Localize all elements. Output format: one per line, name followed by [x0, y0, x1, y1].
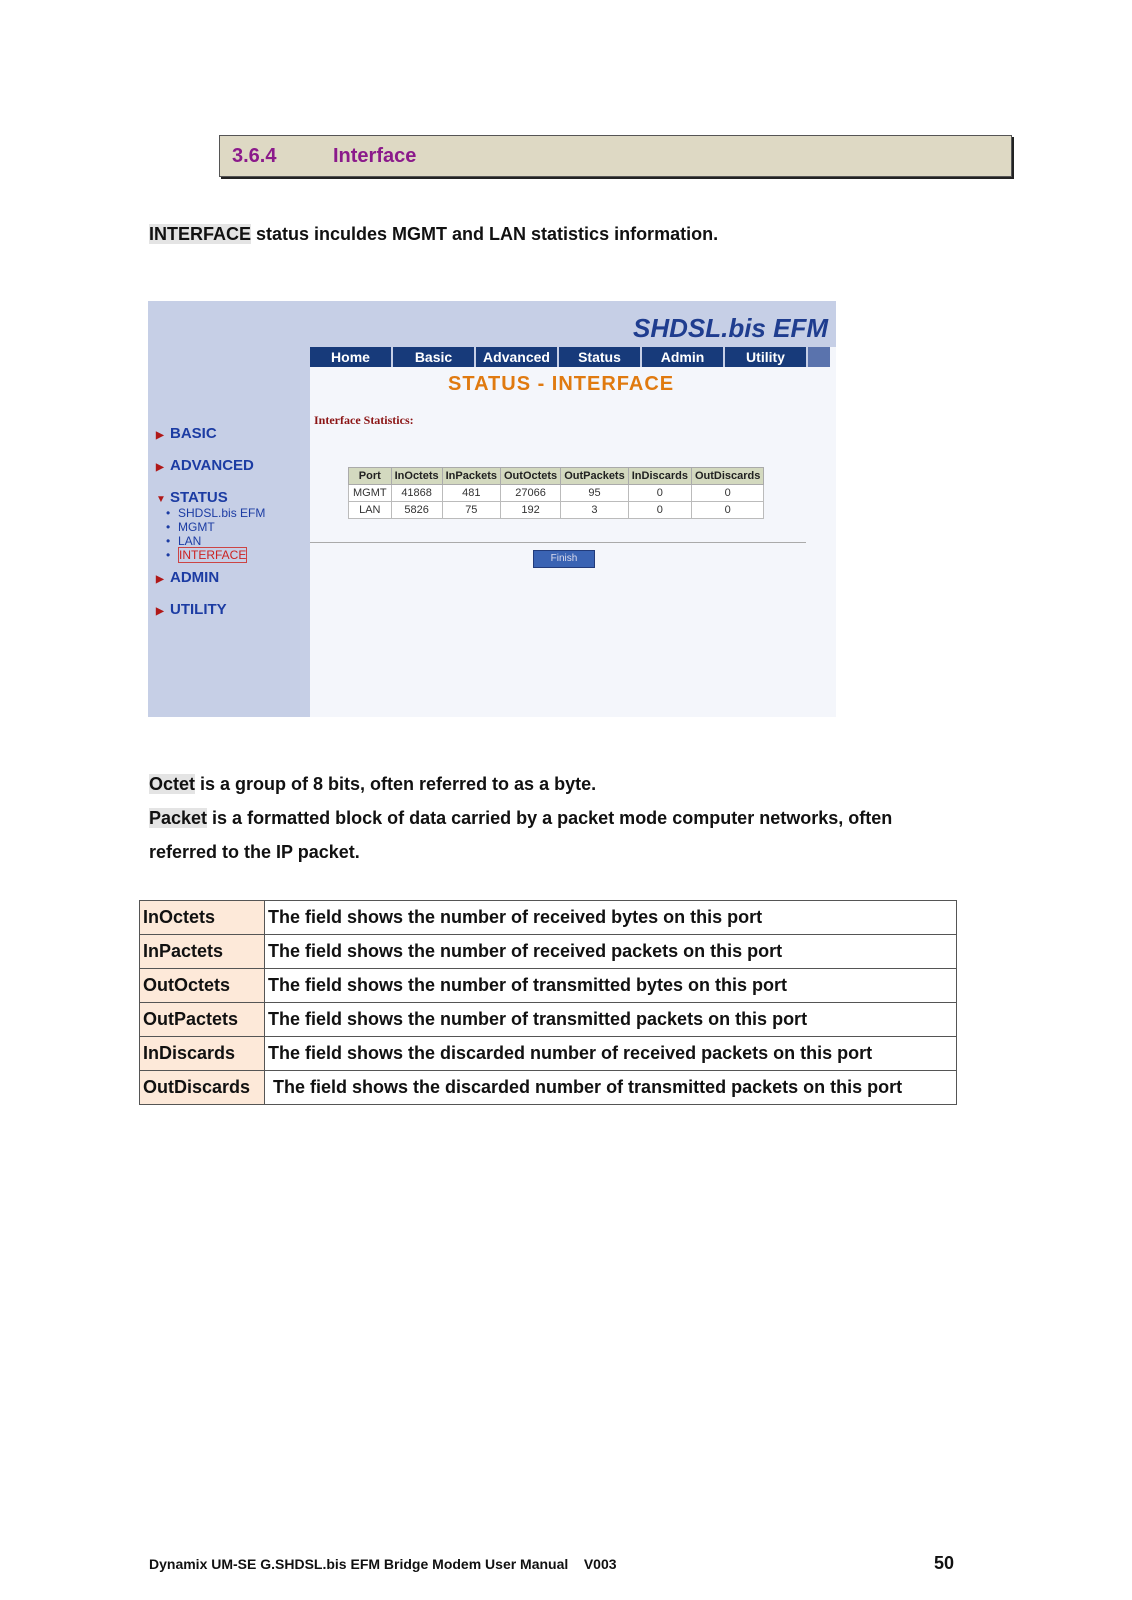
table-row	[349, 485, 764, 502]
section-title: Interface	[333, 145, 417, 167]
intro-paragraph	[149, 224, 718, 245]
nav-advanced[interactable]: Advanced	[476, 347, 559, 367]
page-number: 50	[934, 1553, 955, 1573]
col-outoctets: OutOctets	[501, 468, 561, 485]
section-header	[219, 135, 1012, 177]
definition-desc: The field shows the number of transmitted packets on this port	[265, 1003, 957, 1037]
definition-term: InOctets	[140, 901, 265, 935]
table-row	[140, 1037, 957, 1071]
triangle-right-icon: ▶	[156, 430, 164, 441]
nav-admin[interactable]: Admin	[642, 347, 725, 367]
definition-term: OutDiscards	[140, 1071, 265, 1105]
table-row	[140, 1071, 957, 1105]
bullet-icon: •	[166, 534, 171, 548]
col-indiscards: InDiscards	[628, 468, 691, 485]
screenshot-header	[310, 301, 836, 347]
definition-desc: The field shows the discarded number of transmitted packets on this port	[265, 1071, 957, 1105]
table-row	[140, 935, 957, 969]
footer-manual-title: Dynamix UM-SE G.SHDSL.bis EFM Bridge Modem User Manual V003	[149, 1556, 617, 1572]
sidebar-sub-lan[interactable]: • LAN	[166, 534, 202, 548]
triangle-down-icon: ▼	[156, 494, 166, 505]
brand-logo: SHDSL.bis EFM	[632, 313, 828, 343]
table-row	[140, 1003, 957, 1037]
nav-utility[interactable]: Utility	[725, 347, 808, 367]
sidebar-item-admin[interactable]: ▶ ADMIN	[156, 569, 220, 586]
octet-paragraph	[149, 774, 596, 795]
interface-screenshot	[148, 301, 836, 717]
sidebar-item-advanced[interactable]: ▶ ADVANCED	[156, 457, 254, 474]
definition-term: OutOctets	[140, 969, 265, 1003]
table-row	[140, 901, 957, 935]
triangle-right-icon: ▶	[156, 574, 164, 585]
sidebar-sub-mgmt[interactable]: • MGMT	[166, 520, 215, 534]
top-nav	[310, 347, 830, 367]
table-cell: 481	[442, 485, 500, 502]
bullet-icon: •	[166, 520, 171, 534]
definition-desc: The field shows the discarded number of received packets on this port	[265, 1037, 957, 1071]
packet-paragraph	[149, 808, 892, 829]
definition-term: OutPactets	[140, 1003, 265, 1037]
intro-text: status inculdes MGMT and LAN statistics information.	[251, 224, 719, 244]
bullet-icon: •	[166, 548, 171, 562]
table-cell: 95	[561, 485, 629, 502]
table-cell: 0	[691, 502, 763, 519]
nav-status[interactable]: Status	[559, 347, 642, 367]
bullet-icon: •	[166, 506, 171, 520]
definition-term: InDiscards	[140, 1037, 265, 1071]
table-cell: LAN	[349, 502, 392, 519]
sidebar-item-basic[interactable]: ▶ BASIC	[156, 425, 217, 442]
table-cell: 3	[561, 502, 629, 519]
divider	[310, 542, 806, 543]
packet-term: Packet	[149, 808, 208, 828]
page-heading: STATUS - INTERFACE	[448, 373, 675, 395]
definitions-table	[139, 900, 957, 1105]
table-cell: 41868	[391, 485, 442, 502]
triangle-right-icon: ▶	[156, 606, 164, 617]
sidebar-sub-shdsl[interactable]: • SHDSL.bis EFM	[166, 506, 266, 520]
interface-stats-table	[348, 467, 764, 519]
packet-text: is a formatted block of data carried by a packet mode computer networks, often	[207, 808, 893, 828]
definition-desc: The field shows the number of received packets on this port	[265, 935, 957, 969]
table-row	[140, 969, 957, 1003]
octet-term: Octet	[149, 774, 196, 794]
table-cell: 75	[442, 502, 500, 519]
table-cell: 0	[628, 502, 691, 519]
packet-paragraph-line2: referred to the IP packet.	[149, 842, 360, 862]
table-header-row	[349, 468, 764, 485]
sidebar-item-utility[interactable]: ▶ UTILITY	[156, 601, 227, 618]
nav-home[interactable]: Home	[310, 347, 393, 367]
table-cell: 0	[628, 485, 691, 502]
finish-button[interactable]: Finish	[533, 550, 595, 568]
table-cell: 0	[691, 485, 763, 502]
table-cell: 5826	[391, 502, 442, 519]
octet-text: is a group of 8 bits, often referred to as a byte.	[195, 774, 597, 794]
sidebar-sub-interface[interactable]: • INTERFACE	[166, 548, 247, 562]
intro-term: INTERFACE	[149, 224, 252, 244]
col-port: Port	[349, 468, 392, 485]
triangle-right-icon: ▶	[156, 462, 164, 473]
col-inoctets: InOctets	[391, 468, 442, 485]
nav-spacer	[808, 347, 830, 367]
section-number: 3.6.4	[232, 145, 277, 167]
stats-label: Interface Statistics:	[314, 413, 414, 427]
col-inpackets: InPackets	[442, 468, 500, 485]
sidebar-item-status[interactable]: ▼ STATUS	[156, 489, 228, 506]
table-row	[349, 502, 764, 519]
table-cell: 27066	[501, 485, 561, 502]
definition-desc: The field shows the number of received bytes on this port	[265, 901, 957, 935]
table-cell: MGMT	[349, 485, 392, 502]
nav-basic[interactable]: Basic	[393, 347, 476, 367]
definition-desc: The field shows the number of transmitted bytes on this port	[265, 969, 957, 1003]
definition-term: InPactets	[140, 935, 265, 969]
col-outdiscards: OutDiscards	[691, 468, 763, 485]
table-cell: 192	[501, 502, 561, 519]
col-outpackets: OutPackets	[561, 468, 629, 485]
